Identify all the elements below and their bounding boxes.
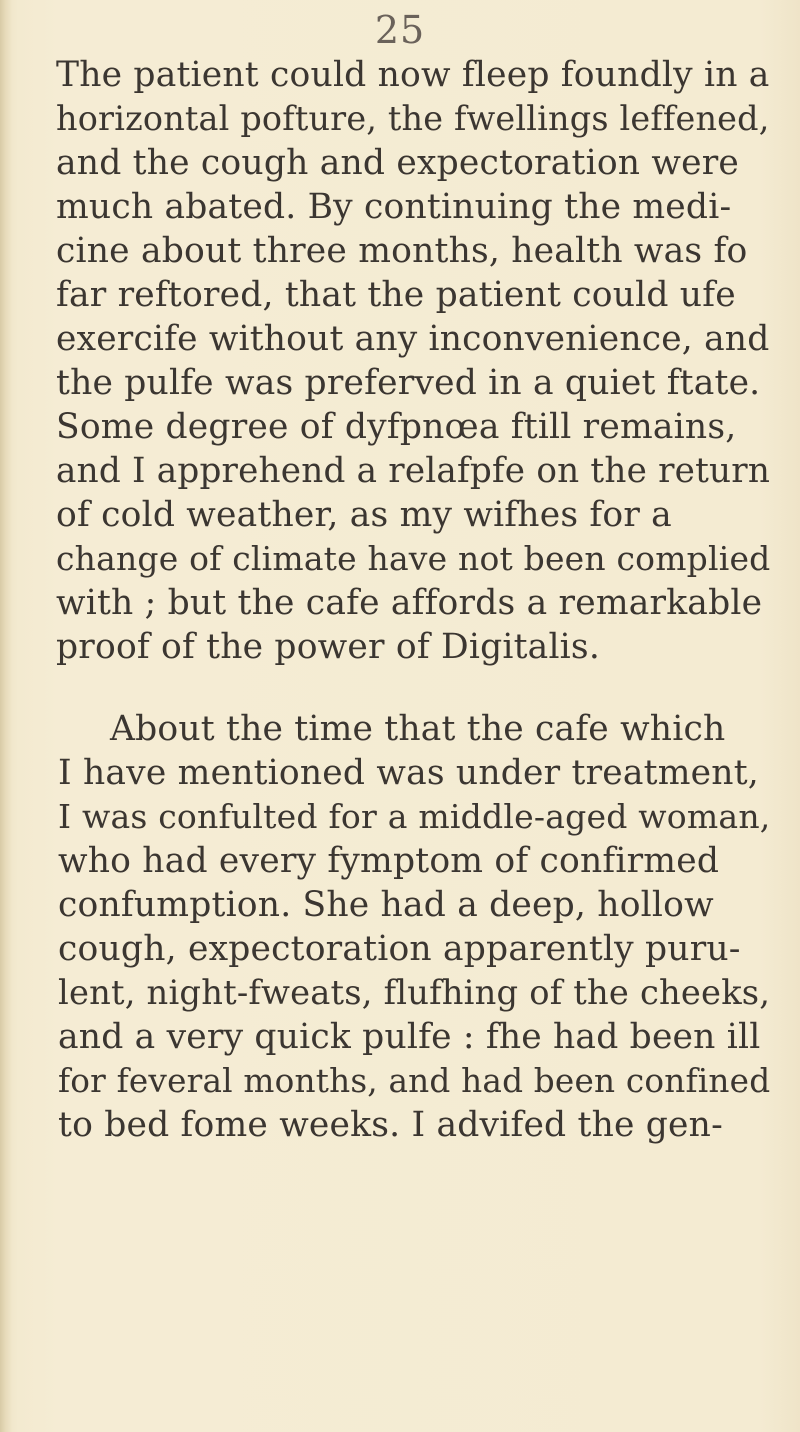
text-line: for feveral months, and had been confined [58, 1062, 771, 1100]
text-line: and a very quick pulfe : fhe had been ill [58, 1017, 761, 1057]
text-line: who had every fymptom of confirmed [58, 841, 720, 881]
text-line: horizontal pofture, the fwellings leffened, [56, 99, 770, 138]
page-number: 25 [374, 8, 426, 52]
text-line: and the cough and expectoration were [56, 143, 740, 183]
text-line: much abated. By continuing the medi- [56, 187, 732, 227]
text-line: I was confulted for a middle-aged woman, [58, 797, 771, 836]
text-line: proof of the power of Digitalis. [56, 627, 600, 667]
text-line: exercife without any inconvenience, and [56, 319, 770, 359]
text-line: and I apprehend a relafpfe on the return [56, 451, 771, 491]
text-line: change of climate have not been complied [56, 539, 771, 578]
text-line: Some degree of dyfpnœa ftill remains, [56, 407, 737, 447]
text-line: cough, expectoration apparently puru- [58, 929, 741, 969]
text-line: I have mentioned was under treatment, [58, 753, 759, 793]
text-line: About the time that the cafe which [110, 709, 726, 749]
text-line: of cold weather, as my wifhes for a [56, 495, 672, 535]
text-line: far reftored, that the patient could ufe [56, 275, 736, 315]
text-line: confumption. She had a deep, hollow [58, 885, 714, 925]
page-gutter [0, 0, 12, 1432]
text-line: The patient could now fleep foundly in a [56, 55, 770, 95]
text-line: cine about three months, health was fo [56, 231, 748, 271]
text-line: the pulfe was preferved in a quiet ftate. [56, 363, 761, 403]
text-line: lent, night-fweats, flufhing of the cheeks, [58, 973, 771, 1012]
text-line: to bed fome weeks. I advifed the gen- [58, 1105, 723, 1145]
text-line: with ; but the cafe affords a remarkable [56, 583, 763, 623]
